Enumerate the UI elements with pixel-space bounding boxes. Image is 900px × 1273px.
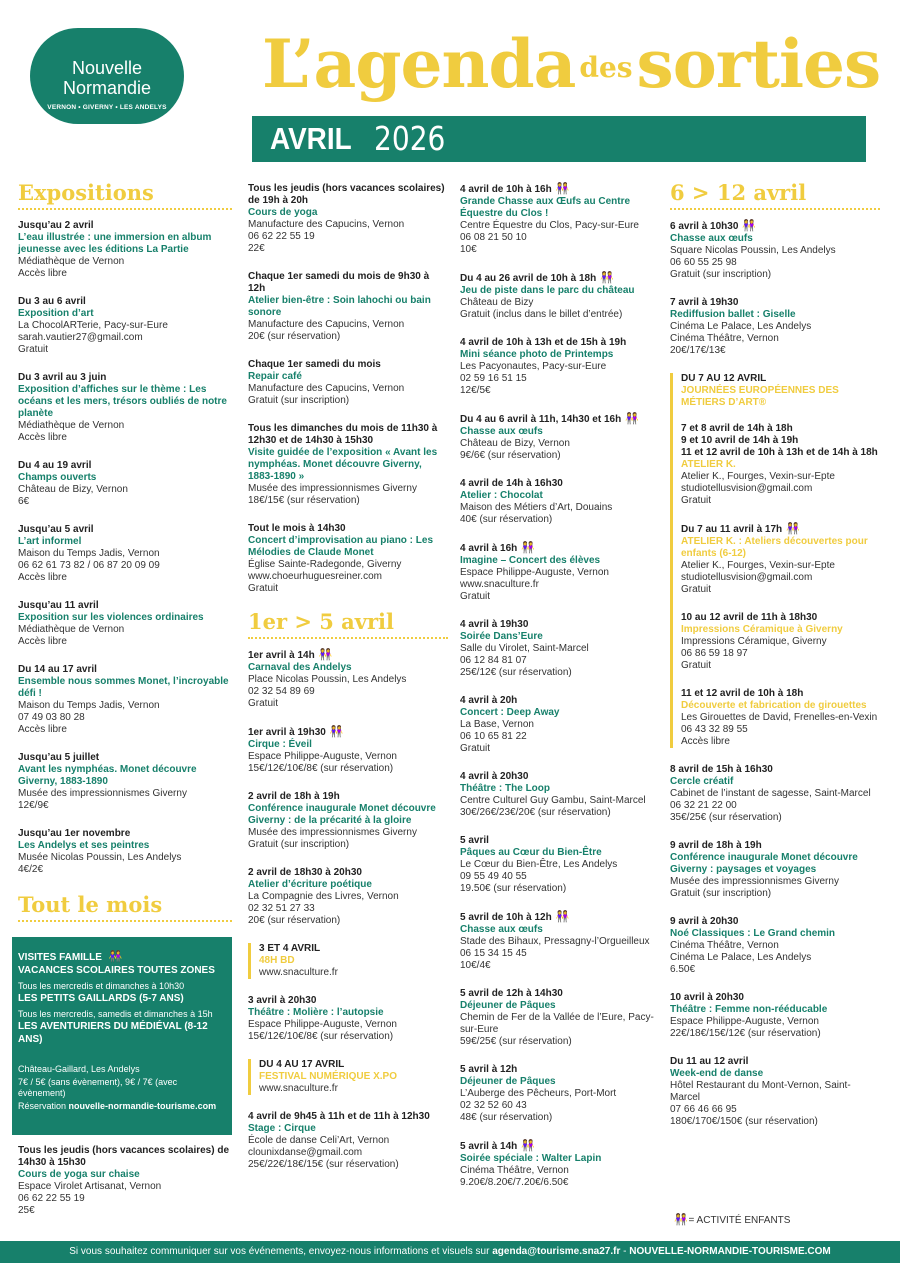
event-title: Exposition sur les violences ordinaires [18,612,204,623]
legend [670,1213,790,1226]
event-info: Musée des impressionnismes Giverny Gratuit (sur inscription) [670,876,839,899]
event-info: Église Sainte-Radegonde, Giverny www.choeurhuguesreiner.com Gratuit [248,559,402,594]
event-info: Château de Bizy Gratuit (inclus dans le billet d’entrée) [460,297,623,320]
event-date: Chaque 1er samedi du mois de 9h30 à 12h [248,271,430,294]
month-year: 2026 [374,119,446,158]
event [248,995,448,1043]
event-title: FESTIVAL NUMÉRIQUE X.PO [259,1071,397,1082]
event-title: Rediffusion ballet : Giselle [670,309,796,320]
event-title: Carnaval des Andelys [248,662,352,673]
legend-text: = ACTIVITÉ ENFANTS [688,1215,791,1226]
children-icon: 👭 [329,726,342,738]
event-info: www.snaculture.fr [259,967,338,978]
event-title: Jeu de piste dans le parc du château [460,285,635,296]
event-info: Centre Culturel Guy Gambu, Saint-Marcel 30€/26€/23€/20€ (sur réservation) [460,795,646,818]
column-1 [18,180,232,932]
event [248,271,448,343]
event-title: ATELIER K. [681,459,736,470]
event-title: Soirée Dans’Eure [460,631,543,642]
expositions-list [18,220,232,876]
event [670,840,880,900]
footer-site[interactable]: NOUVELLE-NORMANDIE-TOURISME.COM [629,1246,831,1257]
event-info: École de danse Celi’Art, Vernon clounixdanse@gmail.com 25€/22€/18€/15€ (sur réservation) [248,1135,399,1170]
event-date: Jusqu’au 2 avril [18,220,94,231]
event-title: Visite guidée de l’exposition « Avant les nymphéas. Monet découvre Giverny, 1883-1890 » [248,447,438,482]
event [460,183,660,256]
event-title: Conférence inaugurale Monet découvre Giverny : de la précarité à la gloire [248,803,436,826]
event-date: 4 avril à 20h30 [460,771,529,782]
event-info: Château de Bizy, Vernon 6€ [18,484,128,507]
month-name: AVRIL [270,121,352,156]
week1-continued-list [460,183,660,1189]
event-date: 4 avril de 14h à 16h30 [460,478,563,489]
event-title: Repair café [248,371,302,382]
section-week-2: 6 > 12 avril [670,180,880,210]
event [248,423,448,507]
event [670,764,880,824]
event-title: Conférence inaugurale Monet découvre Giverny : paysages et voyages [670,852,858,875]
event-title: Champs ouverts [18,472,97,483]
event-title: Cours de yoga sur chaise [18,1169,140,1180]
event-date: Du 11 au 12 avril [670,1056,749,1067]
event-title: Atelier bien-être : Soin lahochi ou bain sonore [248,295,431,318]
event [460,478,660,526]
event [18,664,232,736]
event [460,619,660,679]
logo [30,28,184,124]
event-date: Chaque 1er samedi du mois [248,359,381,370]
event [248,649,448,710]
cirque-stage-event [248,1111,448,1171]
family-visits-box [12,937,232,1135]
event-info: Musée des impressionnismes Giverny Gratuit (sur inscription) [248,827,417,850]
month-bar [252,116,866,162]
event-date: 10 avril à 20h30 [670,992,744,1003]
footer: Si vous souhaitez communiquer sur vos événements, envoyez-nous informations et visuels sur agenda@tourisme.sna27.fr - NOUVELLE-NORMANDIE-TOURISME.COM [0,1241,900,1263]
title-part2: des [579,51,633,84]
event-info: Médiathèque de Vernon Accès libre [18,624,125,647]
event-title: Chasse aux œufs [460,924,543,935]
event-title: Théâtre : Femme non-rééducable [670,1004,828,1015]
event-title: Grande Chasse aux Œufs au Centre Équestre du Clos ! [460,196,631,219]
event-info: Espace Virolet Artisanat, Vernon 06 62 22 55 19 25€ [18,1181,162,1216]
event-date: Du 3 avril au 3 juin [18,372,107,383]
event-date: Du 4 au 19 avril [18,460,92,471]
event [681,688,880,748]
event [460,337,660,397]
event-date: 3 ET 4 AVRIL [259,943,321,954]
event [18,296,232,356]
event-info: Place Nicolas Poussin, Les Andelys 02 32 54 89 69 Gratuit [248,674,407,709]
children-icon: 👭 [742,220,755,232]
famille-schedule-2: Tous les mercredis, samedis et dimanches à 15h [18,1009,213,1019]
event-info: Musée des impressionnismes Giverny 18€/15€ (sur réservation) [248,483,417,506]
week2-more-events-list [670,764,880,1128]
event [460,771,660,819]
children-icon: 👭 [555,911,568,923]
event-title: Exposition d’art [18,308,94,319]
event-title: Avant les nymphéas. Monet découvre Giverny, 1883-1890 [18,764,197,787]
event [18,220,232,280]
event-title: L’art informel [18,536,82,547]
event [18,524,232,584]
jema-head: DU 7 AU 12 AVRIL [681,373,767,384]
event-date: 2 avril de 18h à 19h [248,791,340,802]
event-date: 1er avril à 19h30 👭 [248,726,342,738]
jema-subtitle: JOURNÉES EUROPÉENNES DES MÉTIERS D’ART® [681,385,839,408]
event-date: 7 avril à 19h30 [670,297,739,308]
event-date: 6 avril à 10h30 👭 [670,220,755,232]
event-date: Jusqu’au 5 juillet [18,752,100,763]
event [670,297,880,357]
event-info: Cinéma Théâtre, Vernon Cinéma Le Palace, Les Andelys 6.50€ [670,940,812,975]
event-date: Jusqu’au 1er novembre [18,828,131,839]
children-icon: 👭 [555,183,568,195]
event-info: Musée Nicolas Poussin, Les Andelys 4€/2€ [18,852,182,875]
event-info: Stade des Bihaux, Pressagny-l’Orgueilleux 06 15 34 15 45 10€/4€ [460,936,650,971]
event-info: La Base, Vernon 06 10 65 81 22 Gratuit [460,719,534,754]
event-info: Les Pacyonautes, Pacy-sur-Eure 02 59 16 51 15 12€/5€ [460,361,607,396]
event [460,911,660,972]
event-info: Médiathèque de Vernon Accès libre [18,256,125,279]
event [248,183,448,255]
event-date: 8 avril de 15h à 16h30 [670,764,773,775]
event-info: L’Auberge des Pêcheurs, Port-Mort 02 32 52 60 43 48€ (sur réservation) [460,1088,617,1123]
event [18,752,232,812]
event [460,272,660,321]
famille-reservation: Réservation nouvelle-normandie-tourisme.com [18,1101,217,1111]
event-info: Impressions Céramique, Giverny 06 86 59 18 97 Gratuit [681,636,827,671]
event-date: 3 avril à 20h30 [248,995,317,1006]
event [670,220,880,281]
event-info: Château de Bizy, Vernon 9€/6€ (sur réservation) [460,438,570,461]
event-info: Espace Philippe-Auguste, Vernon 15€/12€/10€/8€ (sur réservation) [248,1019,397,1042]
event [248,867,448,927]
event-date: Du 4 au 6 avril à 11h, 14h30 et 16h 👭 [460,413,637,425]
event-date: Du 3 au 6 avril [18,296,86,307]
footer-email[interactable]: agenda@tourisme.sna27.fr [492,1246,621,1257]
event [18,1145,232,1217]
famille-program-1: LES PETITS GAILLARDS (5-7 ANS) [18,993,184,1004]
event-title: Week-end de danse [670,1068,764,1079]
event [18,828,232,876]
event-title: Exposition d’affiches sur le thème : Les océans et les mers, trésors oubliés de notre planète [18,384,227,419]
event [681,523,880,596]
event-title: Concert d’improvisation au piano : Les Mélodies de Claude Monet [248,535,434,558]
section-expositions: Expositions [18,180,232,210]
event [259,943,448,979]
column-1-bottom [18,1145,232,1233]
event-info: Cabinet de l’instant de sagesse, Saint-Marcel 06 32 21 22 00 35€/25€ (sur réservation) [670,788,871,823]
event [681,612,880,672]
children-icon: 👭 [786,523,798,535]
event-title: Cercle créatif [670,776,734,787]
event-title: Cirque : Éveil [248,739,312,750]
section-tout-le-mois: Tout le mois [18,892,232,922]
moliere-event [248,995,448,1043]
event-date: 4 avril de 10h à 13h et de 15h à 19h [460,337,627,348]
event-info: Manufacture des Capucins, Vernon Gratuit (sur inscription) [248,383,405,406]
yoga-chaise-event [18,1145,232,1217]
famille-schedule-1: Tous les mercredis et dimanches à 10h30 [18,981,185,991]
event [259,1059,448,1095]
event-info: La Compagnie des Livres, Vernon 02 32 51 27 33 20€ (sur réservation) [248,891,399,926]
event-date: 4 avril à 16h 👭 [460,542,533,554]
event-date: Jusqu’au 11 avril [18,600,99,611]
event [460,1140,660,1189]
famille-reservation-link[interactable]: nouvelle-normandie-tourisme.com [68,1101,217,1111]
event-date: 4 avril à 19h30 [460,619,529,630]
event-date: Tous les jeudis (hors vacances scolaires) de 19h à 20h [248,183,445,206]
event-info: Musée des impressionnismes Giverny 12€/9€ [18,788,187,811]
event-title: Noé Classiques : Le Grand chemin [670,928,836,939]
event-date: Du 14 au 17 avril [18,664,97,675]
children-icon: 👭 [108,951,121,963]
event-title: Chasse aux œufs [460,426,543,437]
event-info: Salle du Virolet, Saint-Marcel 06 12 84 81 07 25€/12€ (sur réservation) [460,643,589,678]
event-title: Concert : Deep Away [460,707,560,718]
event-title: Atelier d’écriture poétique [248,879,372,890]
event-date: 5 avril [460,835,489,846]
event [248,791,448,851]
event-title: Déjeuner de Pâques [460,1000,556,1011]
children-icon: 👭 [521,542,533,554]
event-date: 1er avril à 14h 👭 [248,649,331,661]
event-info: Espace Philippe-Auguste, Vernon 22€/18€/15€/12€ (sur réservation) [670,1016,821,1039]
children-icon: 👭 [674,1214,686,1226]
event-info: Le Cœur du Bien-Être, Les Andelys 09 55 49 40 55 19.50€ (sur réservation) [460,859,618,894]
xpo-festival-box [248,1059,448,1095]
famille-title: VISITES FAMILLE 👭 [18,951,121,963]
event-date: 2 avril de 18h30 à 20h30 [248,867,362,878]
event-title: Mini séance photo de Printemps [460,349,614,360]
event-title: Soirée spéciale : Walter Lapin [460,1153,602,1164]
event [681,423,880,507]
event-info: Atelier K., Fourges, Vexin-sur-Epte studiotellusvision@gmail.com Gratuit [681,560,835,595]
event [18,460,232,508]
event-title: 48H BD [259,955,295,966]
event-title: Déjeuner de Pâques [460,1076,556,1087]
event-date: 9 avril de 18h à 19h [670,840,762,851]
event [18,600,232,648]
event-title: Pâques au Cœur du Bien-Être [460,847,602,858]
event-date: Du 4 au 26 avril de 10h à 18h 👭 [460,272,612,284]
event-info: Chemin de Fer de la Vallée de l’Eure, Pacy-sur-Eure 59€/25€ (sur réservation) [460,1012,654,1047]
famille-subtitle: VACANCES SCOLAIRES TOUTES ZONES [18,965,215,976]
title-part1: L’agenda [262,25,576,103]
event [248,523,448,595]
event [670,1056,880,1128]
event-date: 10 au 12 avril de 11h à 18h30 [681,612,818,623]
event [460,835,660,895]
event [460,1064,660,1124]
event-info: Manufacture des Capucins, Vernon 20€ (sur réservation) [248,319,405,342]
event [460,988,660,1048]
event-title: Imagine – Concert des élèves [460,555,601,566]
logo-line1: Nouvelle [71,58,143,78]
famille-price: 7€ / 5€ (sans évènement), 9€ / 7€ (avec évènement) [18,1077,178,1098]
event-info: Maison des Métiers d’Art, Douains 40€ (sur réservation) [460,502,613,525]
bd-festival-box [248,943,448,979]
event-title: Les Andelys et ses peintres [18,840,150,851]
event-title: Atelier : Chocolat [460,490,543,501]
event-title: Ensemble nous sommes Monet, l’incroyable défi ! [18,676,229,699]
column-2 [248,183,448,1187]
event-info: Square Nicolas Poussin, Les Andelys 06 60 55 25 98 Gratuit (sur inscription) [670,245,836,280]
event-date: 9 avril à 20h30 [670,916,739,927]
title-part3: sorties [636,25,881,103]
event [460,413,660,462]
children-icon: 👭 [625,413,637,425]
week1-events-list [248,649,448,927]
event-date: Tous les dimanches du mois de 11h30 à 12h30 et de 14h30 à 15h30 [248,423,438,446]
logo-line2: Normandie [62,78,152,98]
event [18,372,232,444]
event-info: Cinéma Le Palace, Les Andelys Cinéma Théâtre, Vernon 20€/17€/13€ [670,321,812,356]
event-info: La ChocolARTerie, Pacy-sur-Eure sarah.vautier27@gmail.com Gratuit [18,320,168,355]
event-info: Espace Philippe-Auguste, Vernon www.snaculture.fr Gratuit [460,567,609,602]
event-title: ATELIER K. : Ateliers découvertes pour enfants (6-12) [681,536,868,559]
event [670,916,880,976]
event-date: 4 avril de 9h45 à 11h et de 11h à 12h30 [248,1111,430,1122]
event-info: www.snaculture.fr [259,1083,338,1094]
event-info: Les Girouettes de David, Frenelles-en-Vexin 06 43 32 89 55 Accès libre [681,712,878,747]
event-title: Théâtre : Molière : l’autopsie [248,1007,384,1018]
section-week-1: 1er > 5 avril [248,609,448,639]
event-date: 11 et 12 avril de 10h à 18h [681,688,804,699]
footer-text: Si vous souhaitez communiquer sur vos événements, envoyez-nous informations et visuels sur [69,1246,490,1257]
children-icon: 👭 [521,1140,533,1152]
event [248,1111,448,1171]
event-title: Cours de yoga [248,207,318,218]
event-date: 5 avril de 10h à 12h 👭 [460,911,568,923]
event [248,359,448,407]
event-info: Médiathèque de Vernon Accès libre [18,420,125,443]
children-icon: 👭 [318,649,331,661]
event-date: Tous les jeudis (hors vacances scolaires) de 14h30 à 15h30 [18,1145,230,1168]
famille-place: Château-Gaillard, Les Andelys [18,1064,140,1074]
event-date: 5 avril à 14h 👭 [460,1140,533,1152]
event [248,726,448,775]
event [460,542,660,603]
event-date: Tout le mois à 14h30 [248,523,346,534]
event-info: Manufacture des Capucins, Vernon 06 62 22 55 19 22€ [248,219,405,254]
event-title: Théâtre : The Loop [460,783,550,794]
event-date: Jusqu’au 5 avril [18,524,94,535]
jema-events-list [681,423,880,748]
event-date: Du 7 au 11 avril à 17h 👭 [681,523,798,535]
famille-program-2: LES AVENTURIERS DU MÉDIÉVAL (8-12 ANS) [18,1021,208,1045]
event-title: Impressions Céramique à Giverny [681,624,843,635]
event-date: 7 et 8 avril de 14h à 18h 9 et 10 avril de 14h à 19h 11 et 12 avril de 10h à 13h et de 14h à 18h [681,423,878,458]
event-info: Espace Philippe-Auguste, Vernon 15€/12€/10€/8€ (sur réservation) [248,751,397,774]
event-date: 4 avril de 10h à 16h 👭 [460,183,568,195]
event-title: L’eau illustrée : une immersion en album jeunesse avec les éditions La Partie [18,232,212,255]
event-date: 5 avril de 12h à 14h30 [460,988,563,999]
event-date: 4 avril à 20h [460,695,518,706]
event-info: Hôtel Restaurant du Mont-Vernon, Saint-Marcel 07 66 46 66 95 180€/170€/150€ (sur réservation) [670,1080,851,1127]
column-4 [670,180,880,1144]
event-info: Maison du Temps Jadis, Vernon 07 49 03 80 28 Accès libre [18,700,160,735]
jema-box [670,373,880,748]
week2-events-list [670,220,880,357]
event-info: Atelier K., Fourges, Vexin-sur-Epte studiotellusvision@gmail.com Gratuit [681,471,835,506]
monthly-events-list [248,183,448,595]
children-icon: 👭 [600,272,612,284]
event-info: Maison du Temps Jadis, Vernon 06 62 61 73 82 / 06 87 20 09 09 Accès libre [18,548,160,583]
event-title: Stage : Cirque [248,1123,316,1134]
event [670,992,880,1040]
event-info: Centre Équestre du Clos, Pacy-sur-Eure 06 08 21 50 10 10€ [460,220,639,255]
column-3 [460,183,660,1205]
event-info: Cinéma Théâtre, Vernon 9.20€/8.20€/7.20€/6.50€ [460,1165,569,1188]
event-title: Découverte et fabrication de girouettes [681,700,867,711]
event [460,695,660,755]
event-title: Chasse aux œufs [670,233,753,244]
page-title [262,24,880,104]
event-date: 5 avril à 12h [460,1064,518,1075]
event-date: DU 4 AU 17 AVRIL [259,1059,345,1070]
logo-line3: VERNON • GIVERNY • LES ANDELYS [47,104,167,111]
